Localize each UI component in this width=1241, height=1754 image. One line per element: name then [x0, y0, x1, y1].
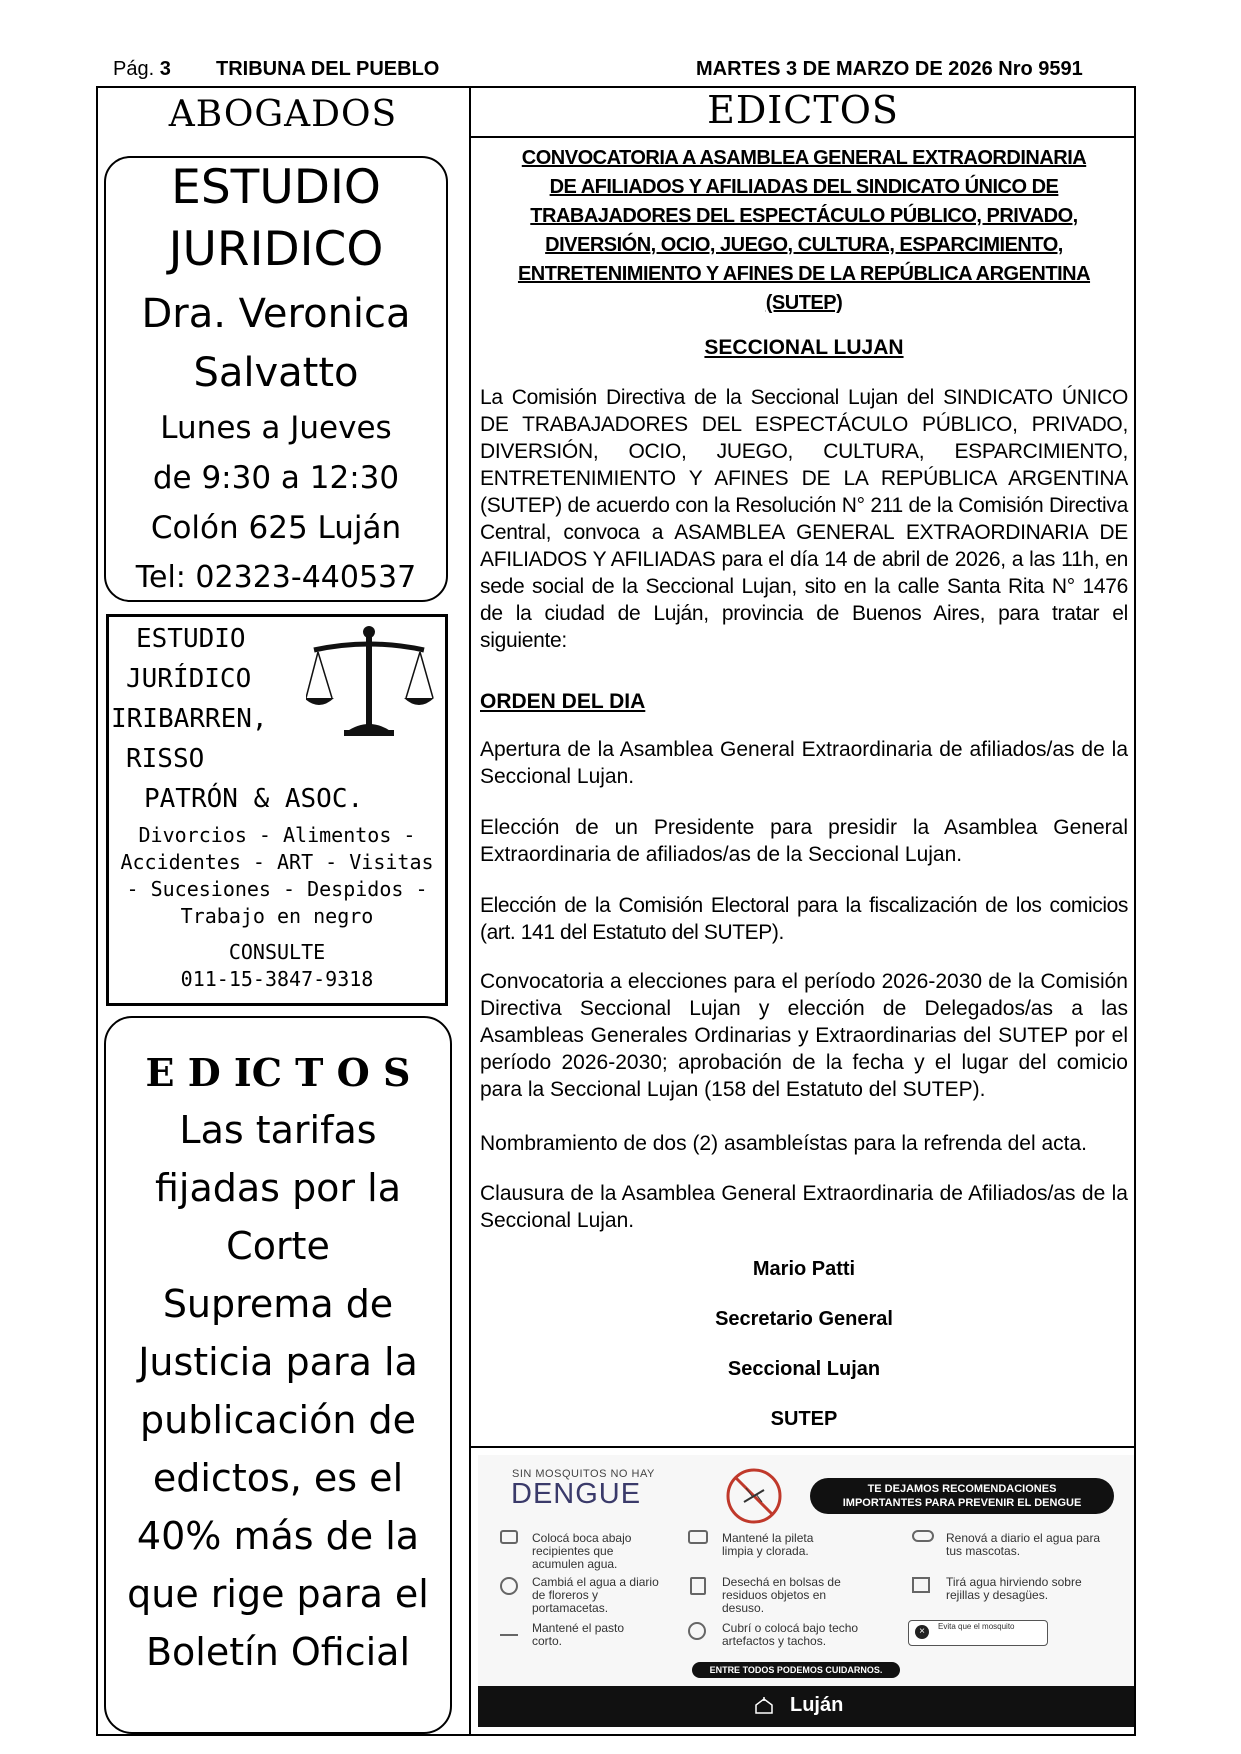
close-icon: ×: [915, 1625, 929, 1639]
ad3-line: fijadas por la: [155, 1166, 401, 1210]
newspaper-name: TRIBUNA DEL PUEBLO: [216, 58, 440, 80]
signature-role: Secretario General: [715, 1308, 893, 1330]
ad2-service-line: Accidentes - ART - Visitas: [120, 850, 434, 874]
dengue-kicker: SIN MOSQUITOS NO HAY: [512, 1468, 655, 1480]
vase-icon: [500, 1577, 518, 1595]
ad3-line: Boletín Oficial: [145, 1630, 410, 1674]
edicto-heading-line: DE AFILIADOS Y AFILIADAS DEL SINDICATO ÚNICO DE: [549, 176, 1059, 198]
tire-icon: [688, 1622, 706, 1640]
ad2-service-line: - Sucesiones - Despidos -: [126, 877, 428, 901]
dengue-tip: Mantené el pasto corto.: [532, 1621, 625, 1648]
edicto-heading-line: TRABAJADORES DEL ESPECTÁCULO PÚBLICO, PRIVADO,: [530, 205, 1078, 227]
dengue-banner: [810, 1478, 1114, 1514]
page-number-label: Pág. 3: [113, 58, 171, 80]
dengue-tip: Evita que el mosquito: [938, 1622, 1015, 1631]
ad1-line: ESTUDIO: [171, 160, 381, 215]
issue-date: MARTES 3 DE MARZO DE 2026 Nro 9591: [696, 58, 1083, 80]
ad2-service-line: Divorcios - Alimentos -: [138, 823, 416, 847]
edicto-heading: [480, 144, 1128, 318]
ad1-line: Salvatto: [193, 350, 359, 396]
ad3-line: edictos, es el: [152, 1456, 404, 1500]
agenda-item: Convocatoria a elecciones para el período 2026-2030 de la Comisión Directiva Seccional Lujan y elección de Delegados/as a las Asambleas Generales Ordinarias y Extraordinarias del SUTEP por el período 2026-2030; aprobación de la fecha y el lugar del comicio para la Seccional Lujan (158 del Estatuto del SUTEP).: [480, 970, 1128, 1101]
agenda-item: Elección de un Presidente para presidir la Asamblea General Extraordinaria de afiliados/as de la Seccional Lujan.: [480, 816, 1128, 866]
ad3-line: Justicia para la: [138, 1340, 418, 1384]
pool-icon: [688, 1530, 708, 1544]
ad2-services: [108, 822, 446, 930]
ad1-line: Dra. Veronica: [141, 291, 411, 337]
scales-of-justice-icon: [306, 620, 434, 744]
dengue-tip: Desechá en bolsas de residuos objetos en desuso.: [722, 1575, 841, 1615]
ad1-phone: Tel: 02323-440537: [135, 560, 417, 595]
dengue-tip: Cubrí o colocá bajo techo artefactos y tachos.: [722, 1621, 859, 1648]
trash-bag-icon: [690, 1577, 706, 1595]
dengue-tip: Mantené la pileta limpia y clorada.: [722, 1531, 814, 1558]
ad3-line: 40% más de la: [136, 1514, 420, 1558]
signature-union: SUTEP: [770, 1408, 838, 1430]
ad3-line: que rige para el: [127, 1572, 429, 1616]
agenda-item: Elección de la Comisión Electoral para la fiscalización de los comicios (art. 141 del Estatuto del SUTEP).: [480, 894, 1128, 944]
ad2-name-line: IRIBARREN,: [111, 704, 268, 734]
dengue-tip: Cambiá el agua a diario de floreros y portamacetas.: [532, 1575, 659, 1615]
dengue-tip: Renová a diario el agua para tus mascotas.: [946, 1531, 1101, 1558]
edicto-heading-line: ENTRETENIMIENTO Y AFINES DE LA REPÚBLICA ARGENTINA: [517, 263, 1091, 285]
ad3-line: Corte: [226, 1224, 330, 1268]
ad3-line: publicación de: [140, 1398, 416, 1442]
ad1-line: Colón 625 Luján: [150, 510, 402, 546]
column-divider: [469, 86, 471, 1736]
edicto-intro: La Comisión Directiva de la Seccional Lujan del SINDICATO ÚNICO DE TRABAJADORES DEL ESPECTÁCULO PÚBLICO, PRIVADO, DIVERSIÓN, OCIO, JUEGO, CULTURA, ESPARCIMIENTO, ENTRETENIMIENTO Y AFINES DE LA REPÚBLICA ARGENTINA (SUTEP) de acuerdo con la Resolución N° 211 de la Comisión Directiva Central, convoca a ASAMBLEA GENERAL EXTRAORDINARIA DE AFILIADOS Y AFILIADAS para el día 14 de abril de 2026, a las 11h, en sede social de la Seccional Lujan, sito en la calle Santa Rita N° 1476 de la ciudad de Luján, provincia de Buenos Aires, para tratar el siguiente:: [480, 386, 1128, 652]
page-number: 3: [159, 58, 171, 80]
container-icon: [500, 1530, 518, 1544]
edicto-heading-line: CONVOCATORIA A ASAMBLEA GENERAL EXTRAORDINARIA: [521, 147, 1087, 169]
lawnmower-icon: [500, 1624, 518, 1636]
signature-section: Seccional Lujan: [727, 1358, 881, 1380]
ad1-line: de 9:30 a 12:30: [152, 460, 400, 496]
agenda-item: Nombramiento de dos (2) asambleístas para la refrenda del acta.: [480, 1132, 1087, 1155]
no-mosquito-icon: [724, 1466, 784, 1526]
agenda-item: Clausura de la Asamblea General Extraordinaria de Afiliados/as de la Seccional Lujan.: [480, 1182, 1128, 1232]
ad1-line: Lunes a Jueves: [160, 410, 392, 446]
agenda-item: Apertura de la Asamblea General Extraordinaria de afiliados/as de la Seccional Lujan.: [480, 738, 1128, 788]
dengue-banner-line: IMPORTANTES PARA PREVENIR EL DENGUE: [842, 1497, 1082, 1509]
ad2-name-line: ESTUDIO: [136, 624, 246, 654]
ad3-line: Suprema de: [162, 1282, 394, 1326]
lujan-basilica-icon: [754, 1697, 774, 1715]
edictos-section-title: EDICTOS: [707, 88, 899, 132]
ad2-phone: 011-15-3847-9318: [180, 967, 374, 991]
dengue-tip: Tirá agua hirviendo sobre rejillas y desagües.: [946, 1575, 1082, 1602]
kettle-icon: [912, 1577, 930, 1593]
ad2-name-line: PATRÓN & ASOC.: [144, 784, 364, 814]
ad2-service-line: Trabajo en negro: [180, 904, 374, 928]
edicto-subheading: SECCIONAL LUJAN: [704, 336, 904, 359]
ad3-line: Las tarifas: [179, 1108, 377, 1152]
signature-name: Mario Patti: [752, 1258, 856, 1280]
edicto-heading-line: DIVERSIÓN, OCIO, JUEGO, CULTURA, ESPARCIMIENTO,: [545, 234, 1063, 256]
dengue-tip: Colocá boca abajo recipientes que acumulen agua.: [532, 1531, 632, 1571]
ad2-name-line: RISSO: [126, 744, 205, 774]
ad2-name-line: JURÍDICO: [126, 664, 252, 694]
edicto-heading-line: (SUTEP): [765, 292, 843, 314]
dengue-footer-brand: Luján: [790, 1694, 844, 1716]
ad2-consult: [108, 939, 446, 993]
ad-divider: [470, 1446, 1136, 1448]
pet-bowl-icon: [912, 1530, 934, 1542]
ad1-line: JURIDICO: [168, 222, 384, 277]
ad2-consult-label: CONSULTE: [228, 940, 326, 964]
dengue-footer-tagline: ENTRE TODOS PODEMOS CUIDARNOS.: [692, 1662, 900, 1678]
ad3-title: E D IC T O S: [145, 1050, 411, 1095]
edictos-title-rule: [470, 136, 1136, 138]
agenda-title: ORDEN DEL DIA: [480, 690, 646, 713]
dengue-brand: DENGUE: [511, 1478, 642, 1510]
abogados-section-title: ABOGADOS: [168, 94, 398, 135]
dengue-banner-line: TE DEJAMOS RECOMENDACIONES: [867, 1483, 1057, 1495]
